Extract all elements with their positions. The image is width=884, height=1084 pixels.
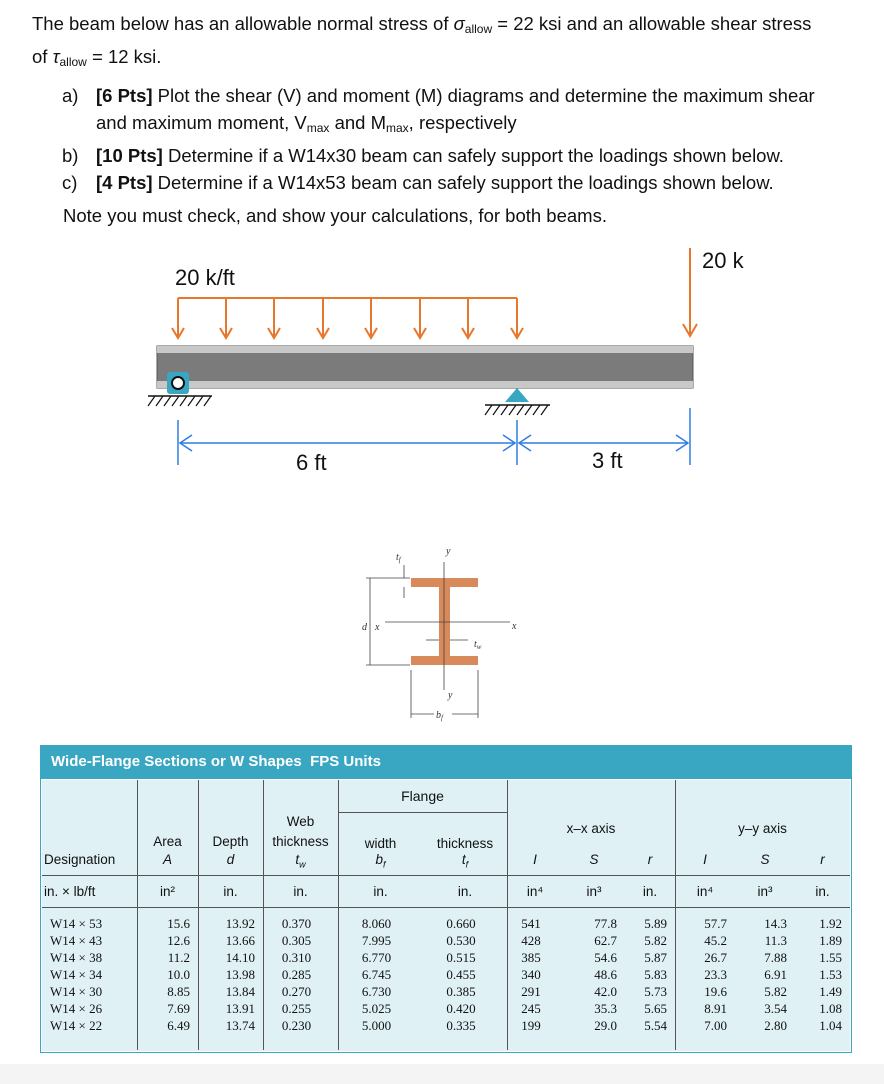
cell-Iy: 57.7 [704, 916, 727, 931]
cell-Sx: 54.6 [594, 950, 617, 965]
tf-label: $t_f$ [396, 552, 401, 564]
cell-designation: W14 × 26 [50, 1001, 103, 1016]
i-beam-shape [411, 578, 478, 665]
cell-ry: 1.55 [819, 950, 842, 965]
cell-Sy: 2.80 [764, 1018, 787, 1033]
cell-Sy: 14.3 [764, 916, 787, 931]
cell-A: 6.49 [167, 1018, 190, 1033]
cell-Ix: 541 [521, 916, 541, 931]
table-row [42, 1018, 850, 1035]
cell-Sx: 42.0 [594, 984, 617, 999]
table-row [42, 933, 850, 950]
cell-Sy: 7.88 [764, 950, 787, 965]
cell-A: 11.2 [167, 950, 190, 965]
cell-ry: 1.53 [819, 967, 842, 982]
cell-tw: 0.370 [281, 916, 312, 931]
web-header: Web [286, 814, 315, 829]
cell-Iy: 19.6 [704, 984, 727, 999]
cell-tf: 0.385 [446, 984, 476, 999]
cell-Iy: 23.3 [704, 967, 727, 982]
designation-header: Designation [44, 852, 116, 867]
page-footer-strip [0, 1064, 884, 1084]
table-units: FPS Units [310, 753, 381, 770]
cell-designation: W14 × 30 [50, 984, 103, 999]
y-axis-bottom-label: y [448, 690, 453, 701]
cell-Ix: 245 [521, 1001, 541, 1016]
cell-rx: 5.54 [644, 1018, 667, 1033]
cell-designation: W14 × 53 [50, 916, 103, 931]
cell-bf: 5.025 [361, 1001, 392, 1016]
cell-A: 8.85 [167, 984, 190, 999]
cell-tf: 0.455 [446, 967, 476, 982]
cell-tw: 0.255 [281, 1001, 312, 1016]
beam [157, 346, 693, 388]
cell-Iy: 45.2 [704, 933, 727, 948]
bf-label: $b_f$ [436, 710, 443, 722]
cell-rx: 5.73 [644, 984, 667, 999]
area-header: Area [153, 834, 182, 849]
cell-d: 14.10 [225, 950, 255, 965]
cell-d: 13.84 [225, 984, 255, 999]
problem-statement [32, 10, 862, 76]
distributed-load-arrows [172, 298, 523, 338]
cell-Iy: 7.00 [704, 1018, 727, 1033]
cell-ry: 1.89 [819, 933, 842, 948]
cell-tf: 0.515 [446, 950, 476, 965]
cell-rx: 5.82 [644, 933, 667, 948]
tw-label: $t_w$ [474, 639, 482, 651]
distributed-load-label: 20 k/ft [175, 265, 235, 290]
cell-d: 13.66 [225, 933, 255, 948]
cell-tw: 0.230 [281, 1018, 312, 1033]
cell-tf: 0.660 [446, 916, 476, 931]
cell-A: 12.6 [167, 933, 190, 948]
cell-Sx: 29.0 [594, 1018, 617, 1033]
question-parts [62, 82, 872, 196]
cell-Iy: 26.7 [704, 950, 727, 965]
table-row [42, 950, 850, 967]
point-load-label: 20 k [702, 248, 744, 273]
cell-designation: W14 × 34 [50, 967, 103, 982]
cell-rx: 5.65 [644, 1001, 667, 1016]
table-body: Flange x–x axis y–y axis Web Area Depth thickness width thickness Designation A d $t_w$ $b_f$ $t_f$ I S r I S r in. × lb/ft in² in. in. in. in. in⁴ in³ in. in⁴ in³ in. W14 × 53 15.6 13.92 0.370 8.060 0.660 541 77.8 5.89 57.7 14.3 1.92 W14 × 43 12.6 13.66 0.305 7.995 0.530 428 62.7 5.82 45.2 11.3 1.89 W14 × 38 11.2 14.10 0.310 6.770 0.515 385 54.6 5.87 26.7 7.88 1.55 W14 × 34 10.0 13.98 0.285 6.745 0.455 340 48.6 5.83 23.3 6.91 1.53 W14 × 30 8.85 13.84 0.270 6.730 0.385 291 42.0 5.73 19.6 5.82 1.49 W14 × 26 7.69 13.91 0.255 5.025 0.420 245 35.3 5.65 8.91 3.54 1.08 W14 × 22 6.49 13.74 0.230 5.000 0.335 199 29.0 5.54 7.00 2.80 1.04 [42, 780, 850, 1051]
point-load-arrow [683, 248, 697, 336]
w-section-figure [340, 540, 540, 730]
cell-Ix: 385 [521, 950, 541, 965]
cell-Sy: 11.3 [764, 933, 787, 948]
cell-Sx: 77.8 [594, 916, 617, 931]
intro-line-1: The beam below has an allowable normal stress of $\sigma_{allow} = 22$ ksi and an allowable shear stress [32, 13, 812, 36]
cell-d: 13.92 [225, 916, 255, 931]
note: Note you must check, and show your calculations, for both beams. [63, 205, 607, 226]
cell-bf: 8.060 [361, 916, 392, 931]
cell-tw: 0.305 [281, 933, 312, 948]
flange-thickness-header: thickness [436, 836, 494, 851]
x-axis-right-label: x [512, 621, 517, 632]
cell-bf: 7.995 [361, 933, 392, 948]
cell-tf: 0.420 [446, 1001, 476, 1016]
cell-Ix: 199 [521, 1018, 541, 1033]
cell-Sx: 62.7 [594, 933, 617, 948]
cell-Sy: 3.54 [764, 1001, 787, 1016]
cell-Ix: 291 [521, 984, 541, 999]
cell-rx: 5.89 [644, 916, 667, 931]
flange-header: Flange [401, 788, 444, 804]
intro-line-2: of $\tau_{allow} = 12$ ksi. [32, 46, 162, 69]
cell-ry: 1.49 [819, 984, 842, 999]
cell-ry: 1.92 [819, 916, 842, 931]
table-row [42, 967, 850, 984]
yy-axis-header: y–y axis [738, 821, 787, 836]
cell-A: 10.0 [167, 967, 190, 982]
web-thickness-header: thickness [272, 834, 329, 849]
cell-rx: 5.87 [644, 950, 667, 965]
w-shapes-table [40, 745, 852, 1053]
part-b: b) [10 Pts] Determine if a W14x30 beam can safely support the loadings shown below. [62, 145, 784, 166]
cell-A: 7.69 [167, 1001, 190, 1016]
span-2-label: 3 ft [592, 448, 623, 473]
part-a: a) [6 Pts] Plot the shear (V) and moment (M) diagrams and determine the maximum shear and maximum moment, $V_{max}$ and $M_{max}$, respectively [62, 85, 815, 135]
cell-d: 13.91 [225, 1001, 255, 1016]
d-label: d [362, 622, 367, 633]
table-row [42, 984, 850, 1001]
table-title: Wide-Flange Sections or W Shapes [51, 753, 302, 770]
cell-designation: W14 × 43 [50, 933, 103, 948]
cell-ry: 1.04 [819, 1018, 842, 1033]
cell-Ix: 428 [521, 933, 541, 948]
cell-tw: 0.270 [281, 984, 312, 999]
table-row [42, 1001, 850, 1018]
xx-axis-header: x–x axis [566, 821, 616, 836]
y-axis-top-label: y [446, 546, 451, 557]
cell-Sy: 5.82 [764, 984, 787, 999]
roller-support [485, 388, 550, 415]
cell-ry: 1.08 [819, 1001, 842, 1016]
cell-Ix: 340 [521, 967, 541, 982]
span-1-label: 6 ft [296, 450, 327, 475]
cell-d: 13.98 [225, 967, 255, 982]
flange-width-header: width [364, 836, 397, 851]
cell-d: 13.74 [225, 1018, 255, 1033]
cell-bf: 6.730 [361, 984, 392, 999]
cell-tf: 0.530 [446, 933, 476, 948]
cell-tf: 0.335 [446, 1018, 476, 1033]
cell-Sx: 35.3 [594, 1001, 617, 1016]
cell-bf: 6.745 [361, 967, 392, 982]
cell-bf: 5.000 [361, 1018, 392, 1033]
cell-designation: W14 × 22 [50, 1018, 103, 1033]
table-header-bar [41, 746, 851, 779]
cell-Sx: 48.6 [594, 967, 617, 982]
cell-A: 15.6 [167, 916, 190, 931]
cell-bf: 6.770 [361, 950, 392, 965]
cell-tw: 0.310 [281, 950, 312, 965]
table-row [42, 916, 850, 933]
cell-Sy: 6.91 [764, 967, 787, 982]
cell-Iy: 8.91 [704, 1001, 727, 1016]
cell-designation: W14 × 38 [50, 950, 103, 965]
part-c: c) [4 Pts] Determine if a W14x53 beam can safely support the loadings shown below. [62, 172, 774, 193]
cell-tw: 0.285 [281, 967, 312, 982]
x-axis-left-label: x [375, 622, 380, 633]
beam-diagram [0, 240, 884, 490]
cell-rx: 5.83 [644, 967, 667, 982]
depth-header: Depth [212, 834, 249, 849]
